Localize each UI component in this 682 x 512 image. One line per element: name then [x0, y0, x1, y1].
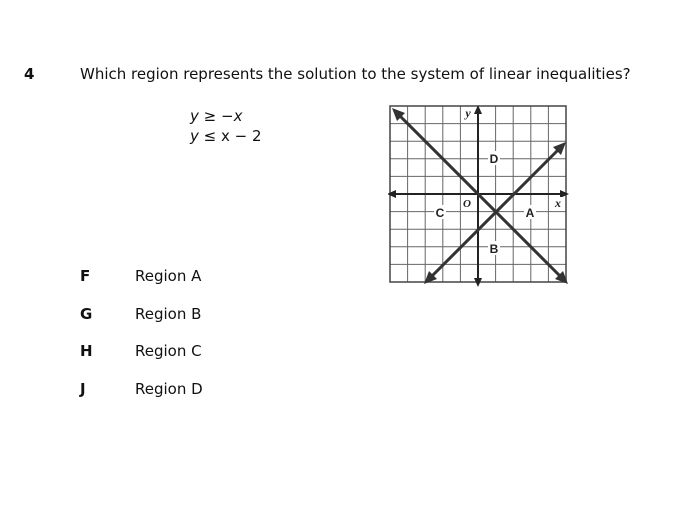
question-number: 4	[24, 65, 35, 83]
inequality-1-rhs: −x	[221, 107, 243, 125]
choice-letter-h: H	[80, 342, 93, 360]
graph-svg	[388, 104, 570, 288]
inequality-2	[190, 127, 262, 145]
inequality-2-rel: ≤	[203, 127, 217, 145]
x-axis-label: x	[555, 196, 561, 210]
choice-text-g[interactable]: Region B	[135, 305, 202, 323]
inequality-1-rel: ≥	[203, 107, 217, 125]
choice-letter-f: F	[80, 267, 91, 285]
region-c-label: C	[435, 206, 445, 220]
region-d-label: D	[489, 152, 499, 166]
inequality-2-rhs: x − 2	[221, 127, 262, 145]
origin-label: O	[463, 198, 471, 210]
choice-text-j[interactable]: Region D	[135, 380, 203, 398]
x-axis-arrow-left	[388, 190, 396, 198]
region-b-label: B	[489, 242, 499, 256]
inequality-1-var: y	[190, 107, 199, 125]
choice-letter-j: J	[80, 380, 86, 398]
region-a-label: A	[525, 206, 535, 220]
inequality-2-var: y	[190, 127, 199, 145]
choice-letter-g: G	[80, 305, 93, 323]
question-text: Which region represents the solution to the system of linear inequalities?	[80, 65, 631, 83]
inequality-1	[190, 107, 242, 125]
choice-text-h[interactable]: Region C	[135, 342, 202, 360]
x-axis-arrow-right	[560, 190, 569, 198]
coordinate-graph	[388, 104, 570, 292]
line-y-neg-x	[400, 116, 562, 278]
choice-text-f[interactable]: Region A	[135, 267, 202, 285]
y-axis-label: y	[465, 106, 471, 120]
